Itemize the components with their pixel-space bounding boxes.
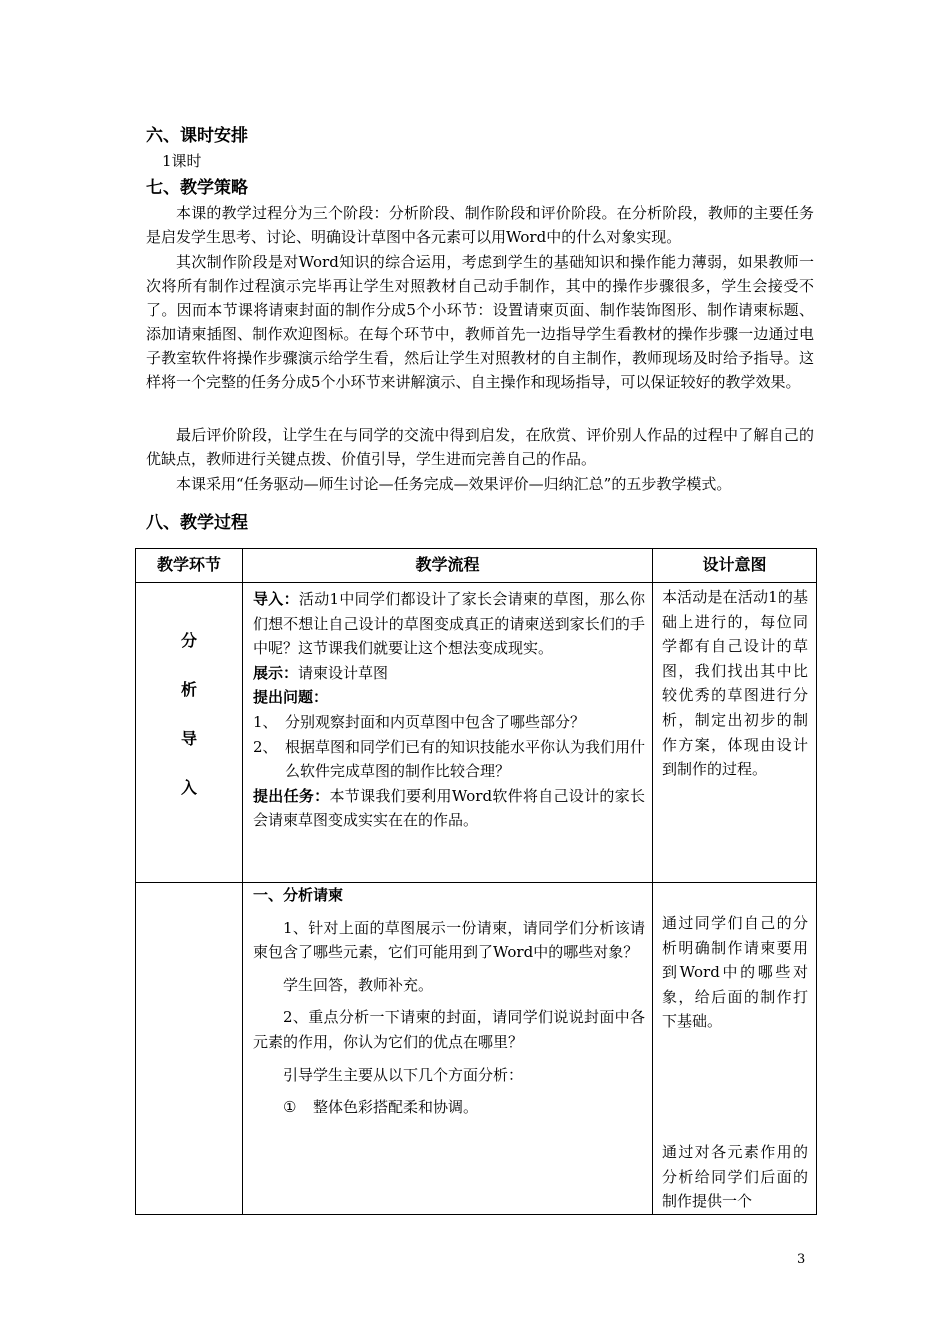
task-paragraph — [253, 784, 645, 833]
stage-char: 分 — [180, 631, 197, 650]
intent-text: 通过对各元素作用的分析给同学们后面的制作提供一个 — [662, 1142, 808, 1211]
intent-cell — [653, 583, 817, 883]
question-text: 分别观察封面和内页草图中包含了哪些部分？ — [285, 712, 586, 731]
question-item — [253, 710, 645, 735]
section-6-heading: 六、课时安排 — [146, 126, 248, 146]
stage-char: 入 — [180, 778, 197, 797]
section-7-para-2: 其次制作阶段是对Word知识的综合运用，考虑到学生的基础知识和操作能力薄弱，如果教师一次将所有制作过程演示完毕再让学生对照教材自己动手制作，其中的操作步骤很多，学生会接受不了。因而本节课将请柬封面的制作分成5个小环节：设置请柬页面、制作装饰图形、制作请柬标题、添加请柬插图、制作欢迎图标。在每个环节中，教师首先一边指导学生看教材的操作步骤一边通过电子教室软件将操作步骤演示给学生看，然后让学生对照教材的自主制作，教师现场及时给予指导。这样将一个完整的任务分成5个小环节来讲解演示、自主操作和现场指导，可以保证较好的教学效果。 — [146, 253, 814, 391]
table-header-row — [136, 549, 817, 583]
intent-text: 本活动是在活动1的基础上进行的，每位同学都有自己设计的草图，我们找出其中比较优秀的草图进行分析，制定出初步的制作方案，体现由设计到制作的过程。 — [662, 588, 808, 779]
question-item — [253, 735, 645, 784]
question-text: 根据草图和同学们已有的知识技能水平你认为我们用什么软件完成草图的制作比较合理？ — [285, 737, 646, 781]
task-text: 本节课我们要利用Word软件将自己设计的家长会请柬草图变成实实在在的作品。 — [253, 786, 645, 830]
analysis-list-item — [253, 1095, 645, 1120]
show-label: 展示： — [253, 663, 299, 682]
section-7-para-4: 本课采用“任务驱动—师生讨论—任务完成—效果评价—归纳汇总”的五步教学模式。 — [176, 475, 732, 493]
stage-char: 导 — [180, 729, 197, 748]
intro-paragraph — [253, 587, 645, 661]
question-number: 1、 — [253, 712, 278, 731]
intent-text: 通过同学们自己的分析明确制作请柬要用到Word中的哪些对象，给后面的制作打下基础。 — [662, 914, 808, 1031]
analysis-title: 一、分析请柬 — [253, 886, 344, 904]
list-number: ① — [283, 1098, 297, 1117]
list-text: 整体色彩搭配柔和协调。 — [313, 1098, 479, 1117]
stage-cell-empty — [136, 883, 243, 1215]
section-6-text: 1课时 — [162, 152, 202, 170]
analysis-para: 1、针对上面的草图展示一份请柬，请同学们分析该请柬包含了哪些元素，它们可能用到了Word中的哪些对象？ — [253, 918, 645, 962]
analysis-para: 引导学生主要从以下几个方面分析： — [283, 1065, 524, 1084]
flow-cell — [243, 583, 653, 883]
teaching-process-table — [135, 548, 817, 1215]
table-row — [136, 883, 817, 1215]
intro-text: 活动1中同学们都设计了家长会请柬的草图，那么你们想不想让自己设计的草图变成真正的请柬送到家长们的手中呢？这节课我们就要让这个想法变成现实。 — [253, 590, 645, 658]
question-number: 2、 — [253, 737, 278, 756]
show-paragraph — [253, 661, 645, 686]
intent-cell — [653, 883, 817, 1215]
intro-label: 导入： — [253, 590, 299, 608]
section-7-heading: 七、教学策略 — [146, 178, 248, 198]
section-7-para-3: 最后评价阶段，让学生在与同学的交流中得到启发，在欣赏、评价别人作品的过程中了解自己的优缺点，教师进行关键点拨、价值引导，学生进而完善自己的作品。 — [146, 426, 814, 468]
analysis-para: 2、重点分析一下请柬的封面，请同学们说说封面中各元素的作用，你认为它们的优点在哪里？ — [253, 1008, 645, 1051]
header-flow: 教学流程 — [243, 549, 653, 583]
flow-cell — [243, 883, 653, 1215]
analysis-para: 学生回答，教师补充。 — [283, 975, 434, 994]
stage-char: 析 — [180, 680, 197, 699]
header-stage: 教学环节 — [136, 549, 243, 583]
page-number: 3 — [797, 1252, 806, 1267]
table-row — [136, 583, 817, 883]
task-label: 提出任务： — [253, 786, 330, 805]
section-8-heading: 八、教学过程 — [146, 513, 248, 533]
section-7-para-1: 本课的教学过程分为三个阶段：分析阶段、制作阶段和评价阶段。在分析阶段，教师的主要任务是启发学生思考、讨论、明确设计草图中各元素可以用Word中的什么对象实现。 — [146, 204, 814, 246]
show-text: 请柬设计草图 — [298, 663, 389, 682]
question-label: 提出问题： — [253, 688, 329, 707]
stage-cell — [136, 583, 243, 883]
header-intent: 设计意图 — [653, 549, 817, 583]
